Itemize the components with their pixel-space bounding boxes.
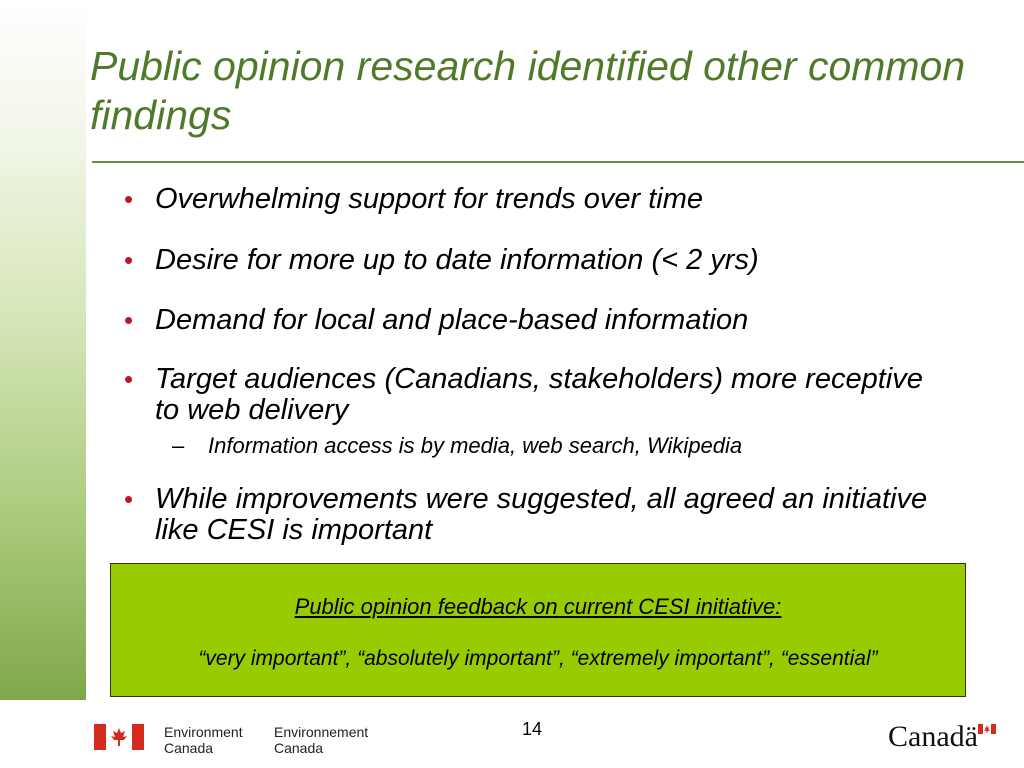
- feedback-callout-box: [110, 563, 966, 697]
- bullet-text: Target audiences (Canadians, stakeholders) more receptive to web delivery: [155, 363, 923, 426]
- bullet-text: Desire for more up to date information (< 2 yrs): [155, 244, 759, 276]
- dash-icon: –: [172, 433, 185, 458]
- page-number: 14: [522, 719, 543, 739]
- bullet-text: Demand for local and place-based information: [155, 304, 749, 336]
- canada-wordmark-logo: Canadä: [888, 720, 978, 753]
- bullet-text: Overwhelming support for trends over time: [155, 183, 703, 215]
- canada-small-flag-icon: [978, 724, 996, 734]
- callout-quote: “very important”, “absolutely important”, “extremely important”, “essential”: [198, 647, 878, 670]
- wordmark-french: Environnement Canada: [274, 724, 369, 756]
- slide-title: Public opinion research identified other common findings: [90, 43, 966, 138]
- bullet-dot-icon: •: [124, 484, 134, 514]
- callout-heading: Public opinion feedback on current CESI initiative:: [294, 594, 782, 619]
- bullet-dot-icon: •: [124, 305, 134, 335]
- sub-bullet-text: Information access is by media, web search, Wikipedia: [208, 433, 743, 458]
- bullet-dot-icon: •: [124, 245, 134, 275]
- bullet-text: While improvements were suggested, all agreed an initiative like CESI is important: [155, 483, 928, 546]
- bullet-dot-icon: •: [124, 364, 134, 394]
- title-divider: [92, 161, 1024, 163]
- wordmark-english: Environment Canada: [164, 724, 243, 756]
- bullet-dot-icon: •: [124, 184, 134, 214]
- side-gradient-bar: [0, 0, 86, 700]
- canada-flag-icon: [94, 724, 144, 750]
